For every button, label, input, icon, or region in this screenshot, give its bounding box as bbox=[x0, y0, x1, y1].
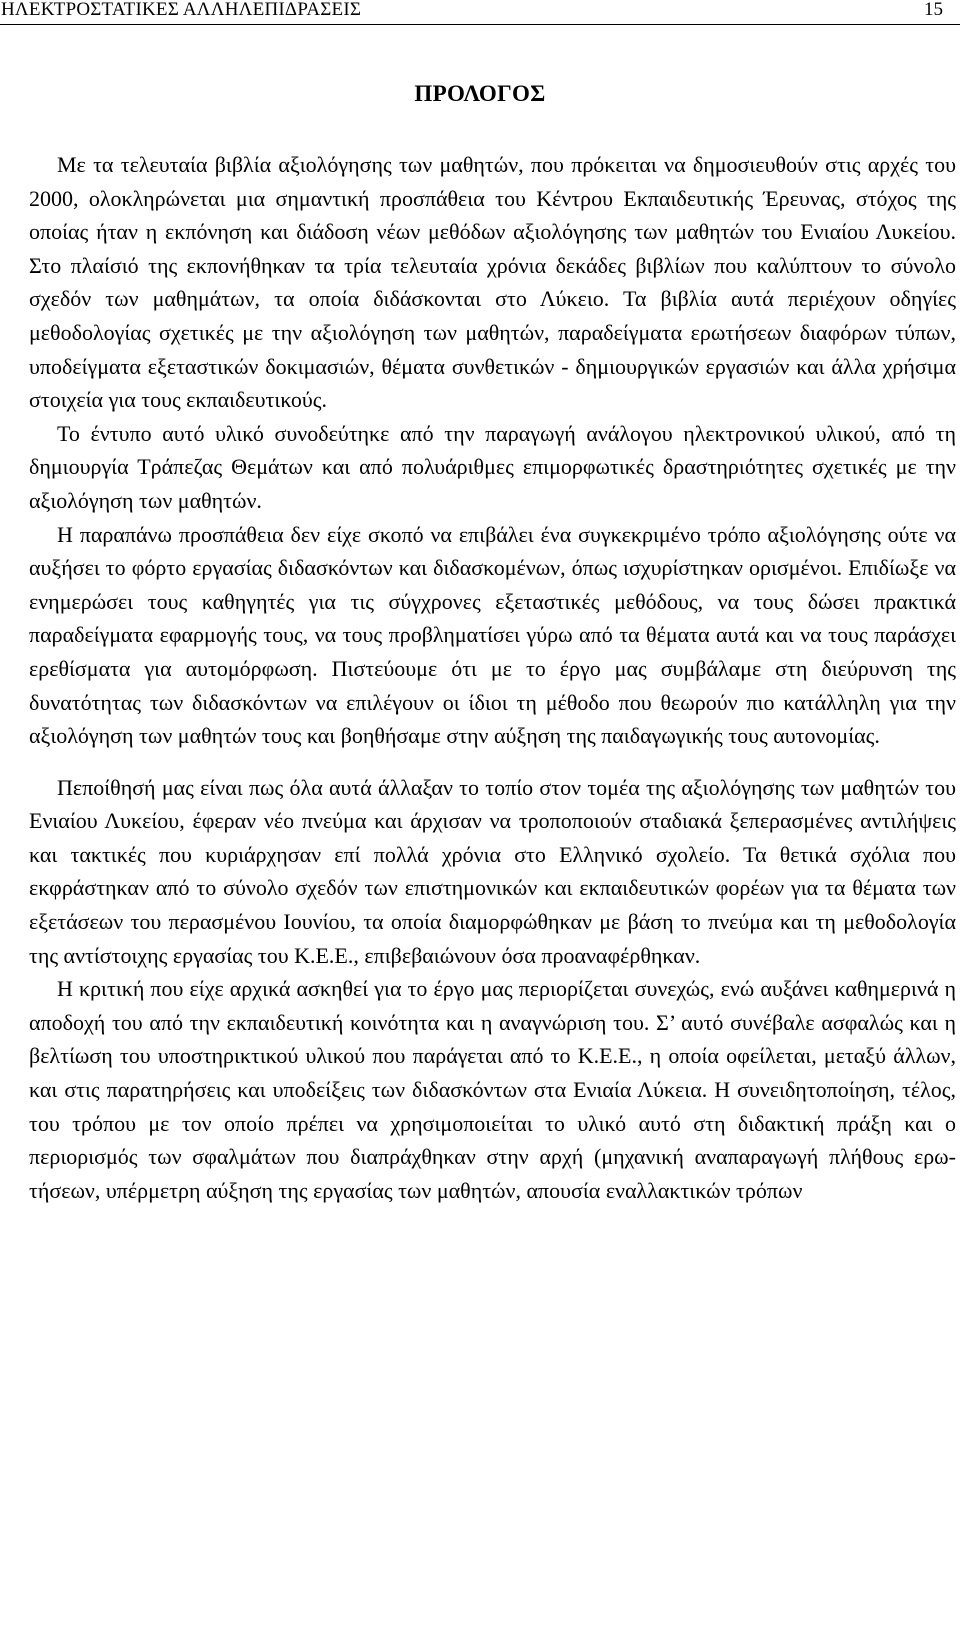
paragraph-5: Η κριτική που είχε αρχικά ασκηθεί για το έργο μας περιορίζεται συνεχώς, ενώ αυξάνει καθημερινά η αποδοχή του από την εκπαιδευτική κοινότητα και η αναγνώριση του. Σ’ αυτό συνέβαλε ασφαλώς και η βελτίωση του υποστηρικτικού υλικού που παράγεται από το Κ.Ε.Ε., η οποία οφείλεται, μεταξύ άλλων, και στις παρατηρήσεις και υποδείξεις των διδασκόντων στα Ενιαία Λύκεια. Η συνειδητοποίηση, τέλος, του τρόπου με τον οποίο πρέπει να χρησιμοποιείται το υλικό αυτό στη διδακτική πράξη και ο περιορισμός των σφαλμάτων που διαπράχθηκαν στην αρχή (μηχανική αναπαραγωγή πλήθους ερωτήσεων, υπέρμετρη αύξηση της εργασίας των μαθητών, απουσία εναλλακτικών τρόπων bbox=[29, 976, 956, 1203]
section-title: ΠΡΟΛΟΓΟΣ bbox=[414, 81, 546, 106]
body-text bbox=[29, 148, 956, 1207]
running-header-title: ΗΛΕΚΤΡΟΣΤΑΤΙΚΕΣ ΑΛΛΗΛΕΠΙΔΡΑΣΕΙΣ bbox=[1, 0, 362, 20]
paragraph-4: Πεποίθησή μας είναι πως όλα αυτά άλλαξαν το τοπίο στον τομέα της αξιολόγησης των μαθητών του Ενιαίου Λυκείου, έφεραν νέο πνεύμα και άρχισαν να τροποποιούν σταδιακά ξεπερασμένες αντιλήψεις και τακτικές που κυριάρχησαν επί πολλά χρόνια στο Ελληνικό σχολείο. Τα θετικά σχόλια που εκφράστηκαν από το σύνολο σχεδόν των επιστημονικών και εκπαιδευτικών φορέων για τα θέματα των εξετάσεων του περασμένου Ιουνίου, τα οποία διαμορφώθηκαν με βάση το πνεύμα και τη μεθοδολογία της αντίστοιχης εργασίας του Κ.Ε.Ε., επιβεβαιώνουν όσα προαναφέρθηκαν. bbox=[29, 774, 956, 968]
paragraph-1: Με τα τελευταία βιβλία αξιολόγησης των μαθητών, που πρόκειται να δημοσιευθούν στις αρχές του 2000, ολοκληρώνεται μια σημαντική προσπάθεια του Κέντρου Εκπαιδευτικής Έρευνας, στόχος της οποίας ήταν η εκπόνηση και διάδοση νέων μεθόδων αξιολόγησης των μαθητών του Ενιαίου Λυκείου. Στο πλαίσιό της εκπονήθηκαν τα τρία τελευταία χρόνια δεκάδες βιβλίων που καλύπτουν το σύνολο σχεδόν των μαθημάτων, τα οποία διδάσκονται στο Λύκειο. Τα βιβλία αυτά περιέχουν οδηγίες μεθοδολογίας σχετικές με την αξιολόγηση των μαθητών, παραδείγματα ερωτήσεων διαφόρων τύπων, υποδείγματα εξεταστικών δοκιμασιών, θέματα συνθετικών - δημιουργικών εργασιών και άλλα χρήσιμα στοιχεία για τους εκπαιδευτικούς. bbox=[29, 152, 956, 413]
paragraph-2: Το έντυπο αυτό υλικό συνοδεύτηκε από την παραγωγή ανάλογου ηλεκτρονικού υλικού, από τη δημιουργία Τράπεζας Θεμάτων και από πολυάριθμες επιμορφωτικές δραστηριότητες σχετικές με την αξιολόγηση των μαθητών. bbox=[29, 420, 956, 513]
paragraph-3: Η παραπάνω προσπάθεια δεν είχε σκοπό να επιβάλει ένα συγκεκριμένο τρόπο αξιολόγησης ούτε να αυξήσει το φόρτο εργασίας διδασκόντων και διδασκομένων, όπως ισχυρίστηκαν ορισμένοι. Επιδίωξε να ενημερώσει τους καθηγητές για τις σύγχρονες εξεταστικές μεθόδους, να τους δώσει πρακτικά παραδείγματα εφαρμογής τους, να τους προβληματίσει γύρω από τα θέματα αυτά και να τους παράσχει ερεθίσματα για αυτομόρφωση. Πιστεύουμε ότι με το έργο μας συμβάλαμε στη διεύρυνση της δυνατότητας των διδασκόντων να επιλέγουν οι ίδιοι τη μέθοδο που θεωρούν πιο κατάλληλη για την αξιολόγηση των μαθητών τους και βοηθήσαμε στην αύξηση της παιδαγωγικής τους αυτονομίας. bbox=[29, 521, 956, 749]
page-number: 15 bbox=[924, 0, 943, 20]
running-header bbox=[0, 0, 960, 25]
